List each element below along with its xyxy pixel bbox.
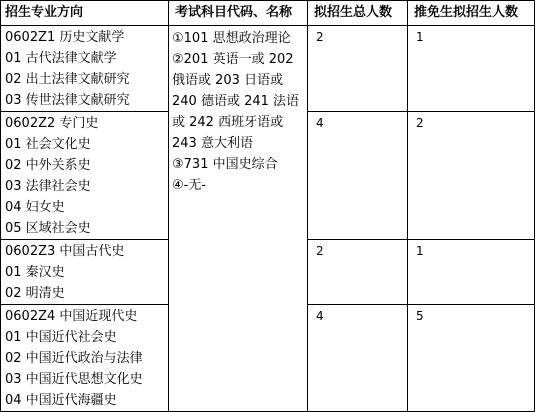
recommended-cell: 1 bbox=[408, 240, 535, 305]
header-recommended-enrollment: 推免生拟招生人数 bbox=[408, 1, 535, 26]
direction-cell bbox=[1, 26, 169, 112]
total-cell: 2 bbox=[308, 240, 408, 305]
exam-line: ②201 英语一或 202 bbox=[172, 52, 294, 67]
total-cell: 4 bbox=[308, 305, 408, 412]
direction-line: 04 妇女史 bbox=[5, 200, 65, 215]
direction-line: 01 秦汉史 bbox=[5, 265, 65, 280]
direction-line: 04 中国近代海疆史 bbox=[5, 393, 117, 408]
direction-line: 01 社会文化史 bbox=[5, 137, 91, 152]
exam-line: 或 242 西班牙语或 bbox=[172, 115, 284, 130]
direction-line: 03 中国近代思想文化史 bbox=[5, 372, 143, 387]
direction-line: 01 中国近代社会史 bbox=[5, 330, 117, 345]
exam-line: 243 意大利语 bbox=[172, 136, 253, 151]
direction-cell bbox=[1, 240, 169, 305]
exam-subjects-cell bbox=[169, 26, 308, 412]
total-cell: 2 bbox=[308, 26, 408, 112]
recommended-cell: 5 bbox=[408, 305, 535, 412]
major-line: 0602Z3 中国古代史 bbox=[5, 244, 125, 259]
total-cell: 4 bbox=[308, 112, 408, 240]
table-row bbox=[1, 26, 535, 112]
direction-line: 02 中外关系史 bbox=[5, 158, 91, 173]
header-exam-subjects: 考试科目代码、名称 bbox=[169, 1, 308, 26]
direction-line: 02 出土法律文献研究 bbox=[5, 72, 130, 87]
direction-cell bbox=[1, 112, 169, 240]
direction-line: 03 传世法律文献研究 bbox=[5, 93, 130, 108]
header-total-enrollment: 拟招生总人数 bbox=[308, 1, 408, 26]
major-line: 0602Z4 中国近现代史 bbox=[5, 309, 138, 324]
exam-line: 俄语或 203 日语或 bbox=[172, 73, 284, 88]
exam-line: ①101 思想政治理论 bbox=[172, 31, 291, 46]
exam-line: ④-无- bbox=[172, 178, 207, 193]
exam-line: 240 德语或 241 法语 bbox=[172, 94, 300, 109]
recommended-cell: 1 bbox=[408, 26, 535, 112]
exam-line: ③731 中国史综合 bbox=[172, 157, 278, 172]
direction-line: 03 法律社会史 bbox=[5, 179, 91, 194]
direction-line: 01 古代法律文献学 bbox=[5, 51, 117, 66]
direction-cell bbox=[1, 305, 169, 412]
header-direction: 招生专业方向 bbox=[1, 1, 169, 26]
direction-line: 02 中国近代政治与法律 bbox=[5, 351, 143, 366]
header-row bbox=[1, 1, 535, 26]
recommended-cell: 2 bbox=[408, 112, 535, 240]
major-line: 0602Z1 历史文献学 bbox=[5, 30, 125, 45]
major-line: 0602Z2 专门史 bbox=[5, 116, 99, 131]
direction-line: 05 区域社会史 bbox=[5, 221, 91, 236]
direction-line: 02 明清史 bbox=[5, 286, 65, 301]
